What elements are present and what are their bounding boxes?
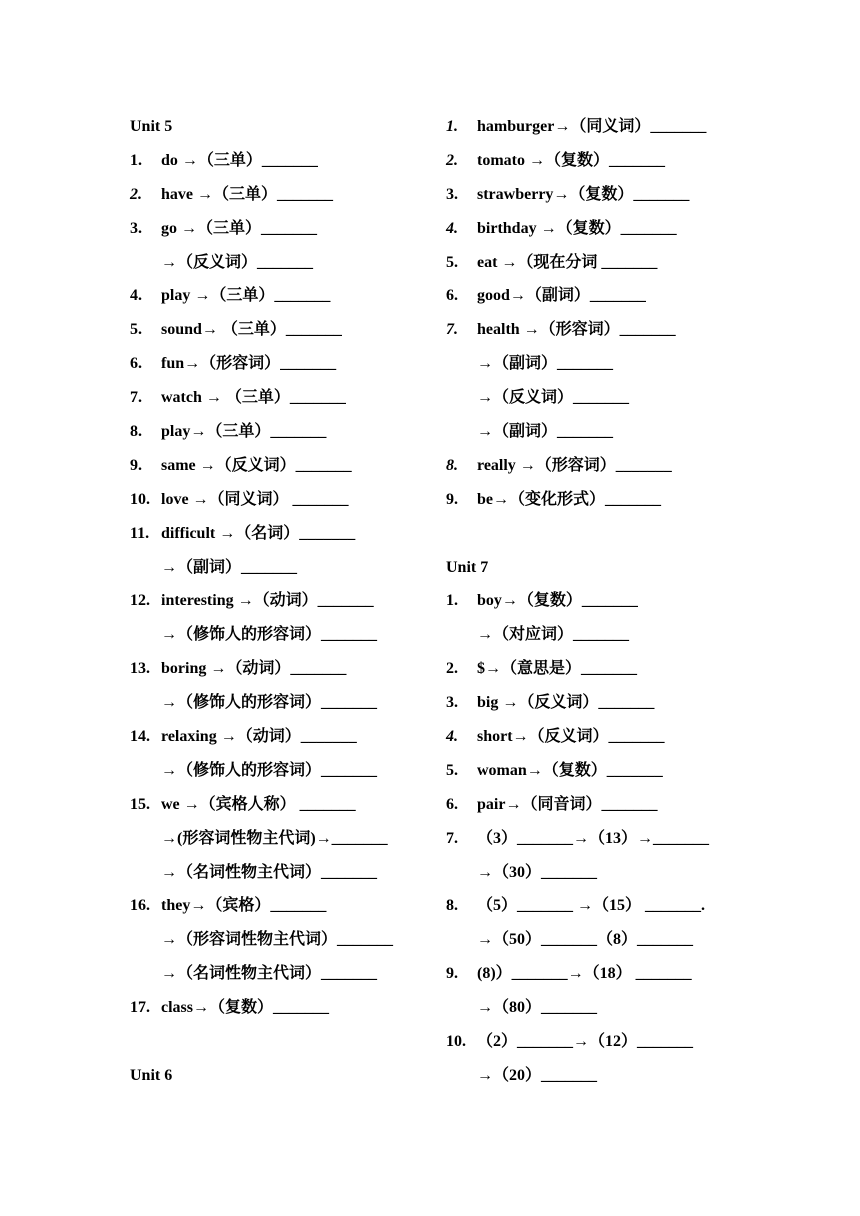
exercise-text: eat →（现在分词 _______ — [477, 253, 658, 271]
exercise-text: →（30）_______ — [477, 863, 598, 881]
exercise-text: →（50）_______（8）_______ — [477, 931, 694, 949]
exercise-continuation — [130, 923, 430, 957]
exercise-number: 1. — [446, 118, 458, 135]
exercise-item — [130, 144, 430, 178]
exercise-text: do →（三单）_______ — [161, 151, 318, 169]
exercise-text: →(形容词性物主代词)→_______ — [161, 829, 388, 847]
exercise-item — [130, 313, 430, 347]
exercise-text: difficult →（名词）_______ — [161, 524, 356, 542]
exercise-item — [130, 449, 430, 483]
blank-line — [446, 517, 746, 551]
exercise-number: 5. — [446, 253, 458, 271]
unit-heading-text: Unit 5 — [130, 118, 173, 135]
blank-line — [130, 1025, 430, 1059]
exercise-continuation — [130, 957, 430, 991]
exercise-item — [446, 754, 746, 788]
exercise-item — [130, 889, 430, 923]
unit-heading — [130, 1059, 430, 1093]
exercise-number: 12. — [130, 592, 150, 610]
exercise-continuation — [446, 856, 746, 890]
exercise-number: 9. — [130, 456, 142, 474]
exercise-text: we →（宾格人称） _______ — [161, 795, 356, 813]
exercise-text: birthday →（复数）_______ — [477, 219, 677, 237]
exercise-text: class→（复数）_______ — [161, 999, 330, 1017]
exercise-text: hamburger→（同义词）_______ — [477, 118, 707, 135]
exercise-number: 7. — [446, 829, 458, 847]
exercise-item — [446, 686, 746, 720]
exercise-text: they→（宾格）_______ — [161, 897, 327, 915]
exercise-text: have →（三单）_______ — [161, 185, 334, 203]
right-column — [446, 110, 746, 1093]
exercise-number: 17. — [130, 999, 150, 1017]
exercise-number: 10. — [446, 1033, 466, 1051]
exercise-number: 6. — [130, 355, 142, 373]
exercise-number: 6. — [446, 795, 458, 813]
exercise-item — [446, 889, 746, 923]
exercise-number: 8. — [446, 456, 458, 474]
exercise-item — [130, 517, 430, 551]
exercise-text: →（名词性物主代词）_______ — [161, 965, 378, 983]
exercise-text: boy→（复数）_______ — [477, 592, 638, 610]
exercise-continuation — [130, 856, 430, 890]
unit-heading-text: Unit 7 — [446, 558, 489, 576]
exercise-continuation — [446, 347, 746, 381]
exercise-item — [446, 110, 746, 144]
exercise-item — [446, 720, 746, 754]
exercise-item — [446, 1025, 746, 1059]
exercise-text: health →（形容词）_______ — [477, 321, 676, 339]
exercise-item — [130, 652, 430, 686]
exercise-item — [446, 246, 746, 280]
exercise-text: →（20）_______ — [477, 1066, 598, 1084]
exercise-continuation — [130, 618, 430, 652]
exercise-item — [446, 788, 746, 822]
exercise-item — [446, 313, 746, 347]
exercise-continuation — [446, 991, 746, 1025]
exercise-item — [446, 178, 746, 212]
exercise-item — [130, 415, 430, 449]
exercise-text: relaxing →（动词）_______ — [161, 728, 357, 746]
exercise-item — [446, 652, 746, 686]
exercise-text: good→（副词）_______ — [477, 287, 646, 305]
exercise-text: be→（变化形式）_______ — [477, 490, 662, 508]
exercise-number: 5. — [446, 761, 458, 779]
exercise-item — [130, 788, 430, 822]
exercise-number: 8. — [446, 897, 458, 915]
exercise-item — [446, 957, 746, 991]
exercise-item — [130, 991, 430, 1025]
exercise-text: (8)）_______→（18） _______ — [477, 965, 692, 983]
exercise-number: 9. — [446, 965, 458, 983]
exercise-text: really →（形容词）_______ — [477, 456, 672, 474]
exercise-text: →（副词）_______ — [477, 355, 614, 373]
exercise-text: play→（三单）_______ — [161, 423, 327, 441]
exercise-text: →（反义词）_______ — [477, 389, 630, 407]
exercise-text: same →（反义词）_______ — [161, 456, 352, 474]
exercise-text: →（修饰人的形容词）_______ — [161, 761, 378, 779]
exercise-number: 1. — [130, 151, 142, 169]
exercise-item — [130, 584, 430, 618]
exercise-continuation — [130, 551, 430, 585]
unit-heading — [446, 551, 746, 585]
exercise-item — [130, 381, 430, 415]
exercise-text: →（名词性物主代词）_______ — [161, 863, 378, 881]
unit-heading-text: Unit 6 — [130, 1066, 173, 1084]
exercise-continuation — [446, 1059, 746, 1093]
exercise-continuation — [446, 415, 746, 449]
exercise-item — [130, 483, 430, 517]
exercise-continuation — [446, 381, 746, 415]
exercise-text: →（修饰人的形容词）_______ — [161, 626, 378, 644]
exercise-number: 1. — [446, 592, 458, 610]
left-column — [130, 110, 430, 1093]
exercise-number: 10. — [130, 490, 150, 508]
exercise-number: 7. — [446, 321, 458, 339]
exercise-text: →（80）_______ — [477, 999, 598, 1017]
exercise-number: 3. — [446, 185, 458, 203]
exercise-number: 2. — [446, 151, 458, 169]
exercise-text: fun→（形容词）_______ — [161, 355, 337, 373]
exercise-item — [446, 584, 746, 618]
exercise-continuation — [130, 822, 430, 856]
exercise-item — [446, 483, 746, 517]
exercise-continuation — [446, 618, 746, 652]
exercise-number: 4. — [446, 219, 458, 237]
exercise-item — [130, 279, 430, 313]
exercise-number: 4. — [130, 287, 142, 305]
exercise-number: 15. — [130, 795, 150, 813]
exercise-number: 3. — [446, 694, 458, 712]
exercise-text: （5）_______ →（15） _______. — [477, 897, 706, 915]
exercise-text: watch → （三单）_______ — [161, 389, 346, 407]
exercise-text: →（修饰人的形容词）_______ — [161, 694, 378, 712]
exercise-text: short→（反义词）_______ — [477, 728, 665, 746]
exercise-text: pair→（同音词）_______ — [477, 795, 658, 813]
exercise-text: boring →（动词）_______ — [161, 660, 347, 678]
exercise-text: →（对应词）_______ — [477, 626, 630, 644]
exercise-item — [130, 178, 430, 212]
exercise-text: play →（三单）_______ — [161, 287, 331, 305]
exercise-text: $→（意思是）_______ — [477, 660, 638, 678]
exercise-text: （3）_______→（13）→_______ — [477, 829, 710, 847]
exercise-number: 8. — [130, 423, 142, 441]
exercise-number: 2. — [446, 660, 458, 678]
exercise-number: 14. — [130, 728, 150, 746]
exercise-text: tomato →（复数）_______ — [477, 151, 665, 169]
exercise-continuation — [130, 686, 430, 720]
exercise-number: 16. — [130, 897, 150, 915]
exercise-text: →（副词）_______ — [161, 558, 298, 576]
exercise-continuation — [446, 923, 746, 957]
exercise-text: big →（反义词）_______ — [477, 694, 655, 712]
exercise-number: 3. — [130, 219, 142, 237]
exercise-text: love →（同义词） _______ — [161, 490, 349, 508]
exercise-item — [446, 212, 746, 246]
exercise-item — [446, 449, 746, 483]
exercise-number: 5. — [130, 321, 142, 339]
exercise-text: →（形容词性物主代词）_______ — [161, 931, 394, 949]
exercise-text: （2）_______→（12）_______ — [477, 1033, 694, 1051]
exercise-number: 6. — [446, 287, 458, 305]
exercise-text: go →（三单）_______ — [161, 219, 318, 237]
exercise-number: 7. — [130, 389, 142, 407]
exercise-number: 11. — [130, 524, 150, 542]
exercise-number: 2. — [130, 185, 142, 203]
exercise-item — [446, 279, 746, 313]
exercise-number: 13. — [130, 660, 150, 678]
unit-heading — [130, 110, 430, 144]
exercise-item — [130, 720, 430, 754]
exercise-continuation — [130, 246, 430, 280]
exercise-item — [446, 822, 746, 856]
exercise-number: 9. — [446, 490, 458, 508]
exercise-item — [446, 144, 746, 178]
exercise-number: 4. — [446, 728, 458, 746]
exercise-text: strawberry→（复数）_______ — [477, 185, 690, 203]
exercise-text: →（副词）_______ — [477, 423, 614, 441]
exercise-text: →（反义词）_______ — [161, 253, 314, 271]
exercise-continuation — [130, 754, 430, 788]
exercise-text: interesting →（动词）_______ — [161, 592, 374, 610]
exercise-text: woman→（复数）_______ — [477, 761, 663, 779]
exercise-item — [130, 347, 430, 381]
exercise-text: sound→ （三单）_______ — [161, 321, 342, 339]
exercise-item — [130, 212, 430, 246]
